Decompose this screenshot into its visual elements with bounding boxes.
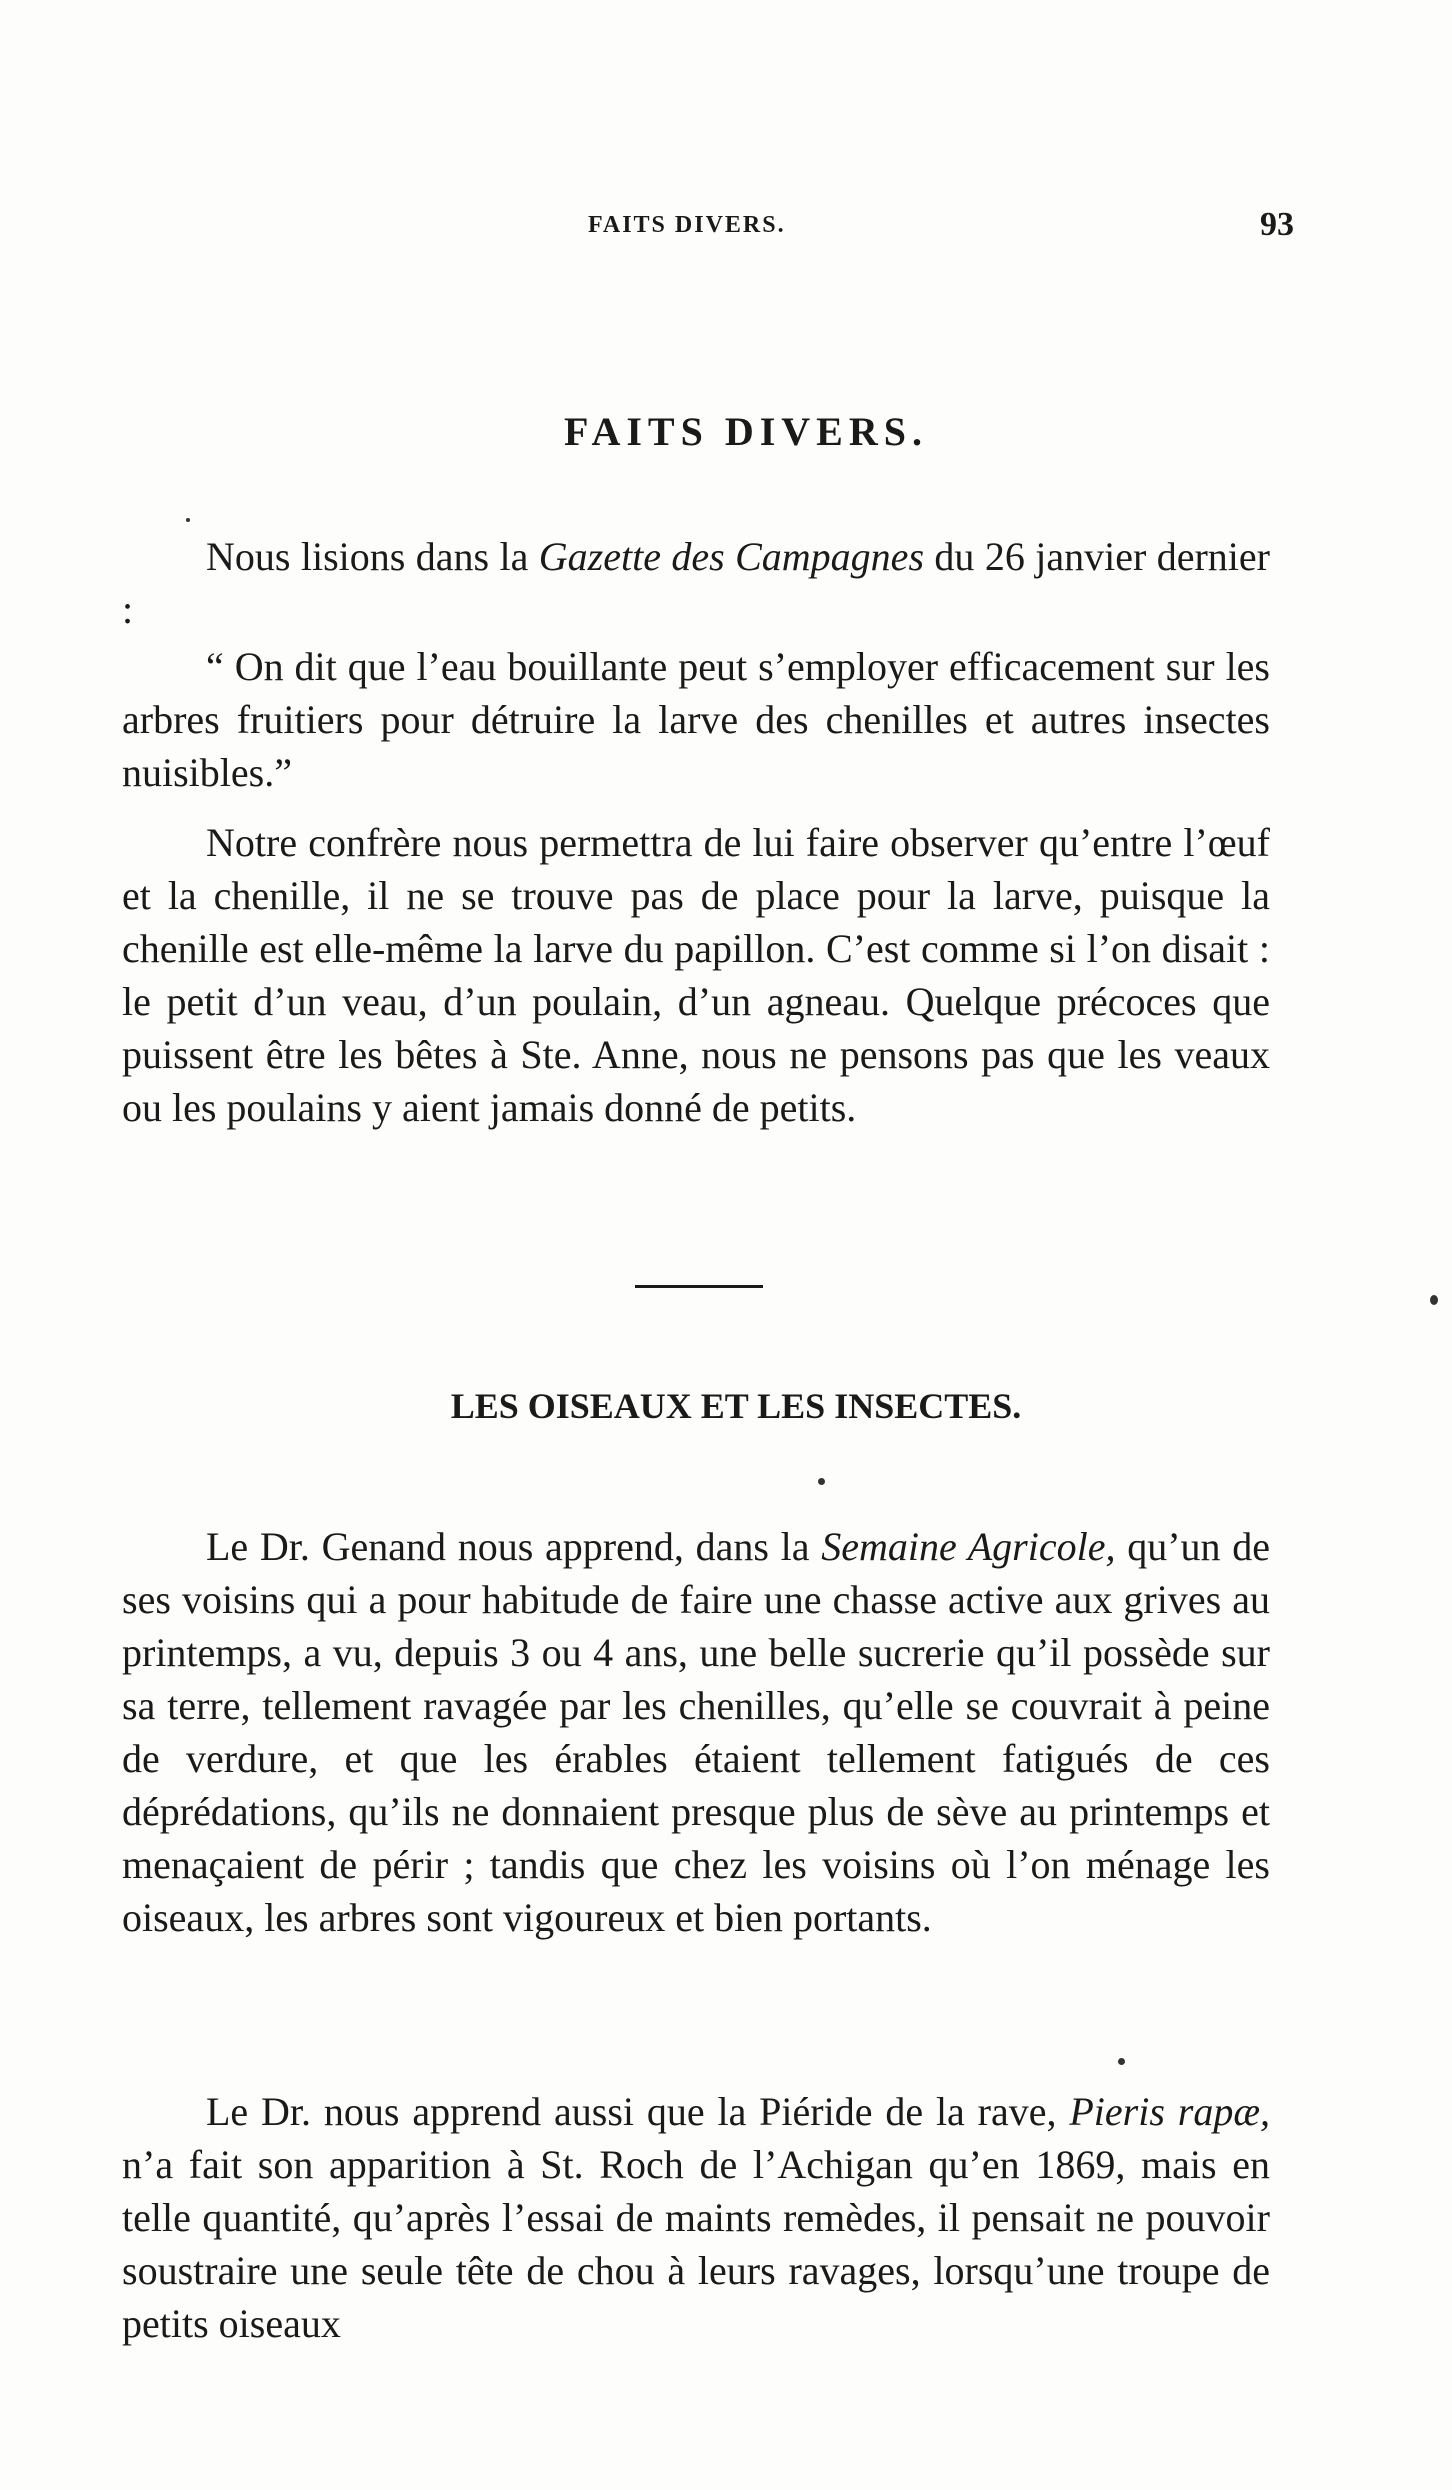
paragraph-text: du 26 janvier dernier : [122,534,1270,632]
paragraph-genand [122,1520,1270,1944]
paragraph-text: n’a fait son apparition à St. Roch de l’Achigan qu’en 1869, mais en telle quantité, qu’après l’essai de maints remèdes, il pensait ne pouvoir soustraire une seule tête de chou à leurs ravages, lorsqu’une troupe de petits oiseaux [122,2142,1270,2346]
paragraph-quote [122,640,1270,799]
print-speck [186,518,190,522]
running-head [120,206,1310,252]
paragraph-text: Nous lisions dans la [206,534,539,579]
species-name: Pieris rapæ, [1069,2089,1271,2134]
paragraph-response [122,816,1270,1134]
print-speck [1430,1295,1438,1305]
paragraph-text: Le Dr. Genand nous apprend, dans la [206,1524,822,1569]
paragraph-pieride [122,2085,1270,2350]
section-divider [635,1285,763,1288]
section-title-faits-divers: FAITS DIVERS. [564,409,928,454]
publication-name: Gazette des Campagnes [538,534,925,579]
print-speck [818,1478,825,1485]
paragraph-text: qu’un de ses voisins qui a pour habitude de faire une chasse active aux grives au printemps, a vu, depuis 3 ou 4 ans, une belle sucrerie qu’il possède sur sa terre, tellement ravagée par les chenilles, qu’elle se couvrait à peine de verdure, et que les érables étaient tellement fatigués de ces déprédations, qu’ils ne donnaient presque plus de sève au printemps et menaçaient de périr ; tandis que chez les voisins où l’on ménage les oiseaux, les arbres sont vigoureux et bien portants. [122,1524,1270,1940]
paragraph-gazette [122,530,1270,636]
publication-name: Semaine Agricole, [821,1524,1116,1569]
section-title-oiseaux-insectes: LES OISEAUX ET LES INSECTES. [450,1386,1022,1426]
response-text: Notre confrère nous permettra de lui faire observer qu’entre l’œuf et la chenille, il ne se trouve pas de place pour la larve, puisque la chenille est elle-même la larve du papillon. C’est comme si l’on disait : le petit d’un veau, d’un poulain, d’un agneau. Quelque précoces que puissent être les bêtes à Ste. Anne, nous ne pensons pas que les veaux ou les poulains y aient jamais donné de petits. [122,820,1270,1130]
paragraph-text: Le Dr. nous apprend aussi que la Piéride de la rave, [206,2089,1070,2134]
quote-text: “ On dit que l’eau bouillante peut s’employer efficacement sur les arbres fruitiers pour détruire la larve des chenilles et autres insectes nuisibles.” [122,644,1270,795]
running-title: FAITS DIVERS. [588,212,786,238]
page-number: 93 [1260,206,1294,243]
print-speck [1118,2058,1125,2065]
